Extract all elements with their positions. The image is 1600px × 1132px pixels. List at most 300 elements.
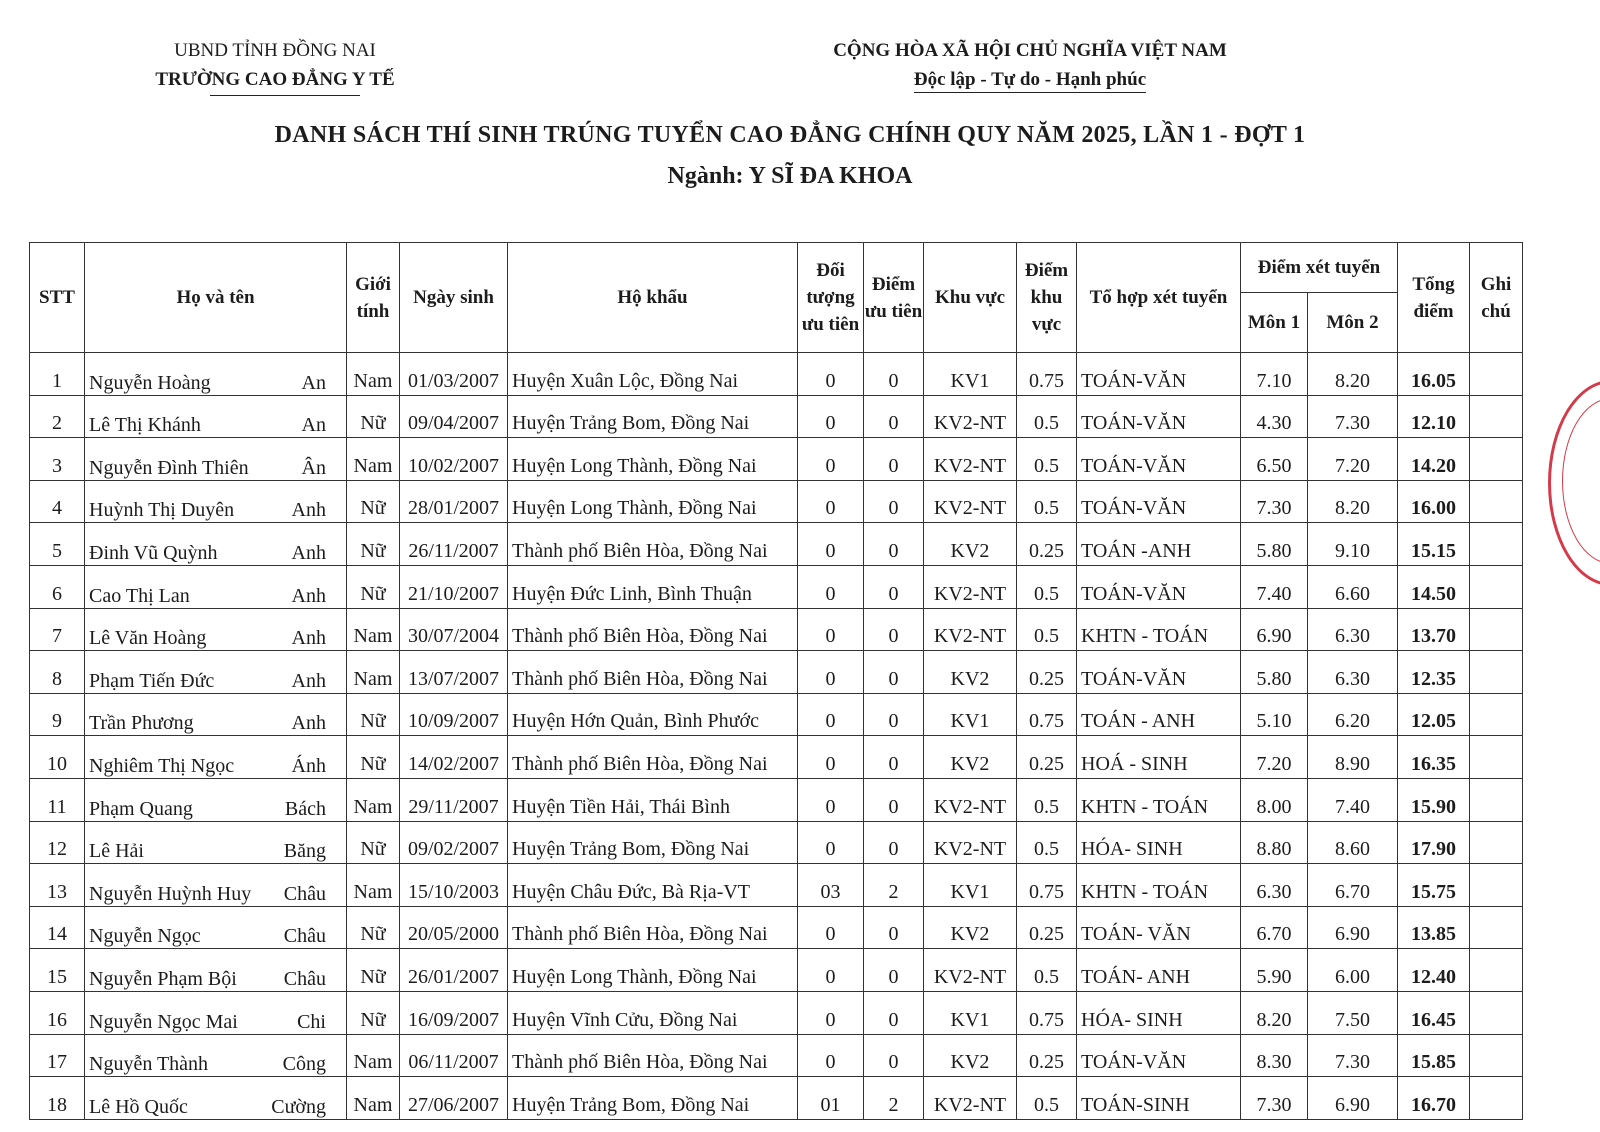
row-note	[1470, 353, 1523, 396]
row-priority-group: 0	[798, 353, 864, 396]
row-priority-points: 0	[864, 736, 924, 779]
row-combo: TOÁN- ANH	[1077, 949, 1241, 992]
row-total: 15.85	[1398, 1034, 1470, 1077]
row-given-name: Anh	[291, 499, 326, 522]
row-stt: 6	[30, 565, 85, 608]
row-hometown: Thành phố Biên Hòa, Đồng Nai	[508, 736, 798, 779]
row-gender: Nữ	[347, 821, 400, 864]
row-priority-points: 0	[864, 438, 924, 481]
row-total: 13.85	[1398, 906, 1470, 949]
row-region: KV2-NT	[924, 438, 1017, 481]
row-hometown: Huyện Trảng Bom, Đồng Nai	[508, 395, 798, 438]
row-combo: TOÁN-VĂN	[1077, 480, 1241, 523]
row-given-name: Ánh	[291, 754, 326, 777]
col-priority-points: Điểm ưu tiên	[864, 243, 924, 353]
row-region: KV2-NT	[924, 565, 1017, 608]
row-name	[85, 906, 347, 949]
row-name	[85, 480, 347, 523]
row-given-name: An	[301, 414, 326, 437]
row-dob: 21/10/2007	[400, 565, 508, 608]
row-name	[85, 864, 347, 907]
row-region-points: 0.25	[1017, 651, 1077, 694]
col-gender: Giới tính	[347, 243, 400, 353]
row-region-points: 0.25	[1017, 906, 1077, 949]
row-total: 12.35	[1398, 651, 1470, 694]
row-priority-points: 0	[864, 523, 924, 566]
row-hometown: Huyện Châu Đức, Bà Rịa-VT	[508, 864, 798, 907]
row-total: 17.90	[1398, 821, 1470, 864]
row-subject1: 5.80	[1241, 523, 1308, 566]
row-region: KV2-NT	[924, 1077, 1017, 1120]
table-row	[30, 991, 1523, 1034]
row-note	[1470, 991, 1523, 1034]
table-row	[30, 523, 1523, 566]
row-surname: Nguyễn Ngọc Mai	[89, 1010, 238, 1033]
row-hometown: Huyện Hớn Quản, Bình Phước	[508, 693, 798, 736]
row-subject2: 6.70	[1308, 864, 1398, 907]
row-surname: Nghiêm Thị Ngọc	[89, 754, 235, 777]
row-combo: TOÁN-VĂN	[1077, 565, 1241, 608]
row-priority-points: 0	[864, 949, 924, 992]
row-subject1: 8.00	[1241, 778, 1308, 821]
row-note	[1470, 778, 1523, 821]
row-gender: Nam	[347, 1034, 400, 1077]
row-combo: HÓA- SINH	[1077, 821, 1241, 864]
row-dob: 27/06/2007	[400, 1077, 508, 1120]
row-dob: 01/03/2007	[400, 353, 508, 396]
row-hometown: Huyện Tiền Hải, Thái Bình	[508, 778, 798, 821]
row-subject2: 6.90	[1308, 906, 1398, 949]
row-priority-points: 0	[864, 991, 924, 1034]
row-subject1: 5.10	[1241, 693, 1308, 736]
table-row	[30, 778, 1523, 821]
row-priority-group: 03	[798, 864, 864, 907]
table-row	[30, 608, 1523, 651]
row-subject1: 7.30	[1241, 480, 1308, 523]
row-gender: Nữ	[347, 991, 400, 1034]
row-total: 16.05	[1398, 353, 1470, 396]
row-region-points: 0.5	[1017, 1077, 1077, 1120]
table-row	[30, 565, 1523, 608]
row-name	[85, 523, 347, 566]
row-subject2: 7.40	[1308, 778, 1398, 821]
row-region: KV1	[924, 353, 1017, 396]
row-subject2: 9.10	[1308, 523, 1398, 566]
row-name	[85, 608, 347, 651]
row-name	[85, 395, 347, 438]
row-priority-group: 0	[798, 991, 864, 1034]
row-priority-group: 0	[798, 438, 864, 481]
row-subject1: 7.20	[1241, 736, 1308, 779]
row-region-points: 0.5	[1017, 821, 1077, 864]
row-name	[85, 949, 347, 992]
row-stt: 12	[30, 821, 85, 864]
row-gender: Nữ	[347, 523, 400, 566]
row-combo: TOÁN-SINH	[1077, 1077, 1241, 1120]
row-dob: 20/05/2000	[400, 906, 508, 949]
row-combo: TOÁN-VĂN	[1077, 1034, 1241, 1077]
row-name	[85, 778, 347, 821]
row-surname: Lê Hồ Quốc	[89, 1095, 188, 1118]
row-region-points: 0.75	[1017, 353, 1077, 396]
row-combo: TOÁN - ANH	[1077, 693, 1241, 736]
row-stt: 11	[30, 778, 85, 821]
row-note	[1470, 1034, 1523, 1077]
row-dob: 16/09/2007	[400, 991, 508, 1034]
row-stt: 10	[30, 736, 85, 779]
row-subject2: 7.30	[1308, 395, 1398, 438]
row-hometown: Huyện Đức Linh, Bình Thuận	[508, 565, 798, 608]
row-combo: TOÁN -ANH	[1077, 523, 1241, 566]
row-priority-points: 0	[864, 353, 924, 396]
row-surname: Nguyễn Hoàng	[89, 371, 211, 394]
row-gender: Nam	[347, 651, 400, 694]
row-subject1: 6.30	[1241, 864, 1308, 907]
col-combo: Tổ hợp xét tuyển	[1077, 243, 1241, 353]
row-gender: Nữ	[347, 736, 400, 779]
row-region-points: 0.75	[1017, 693, 1077, 736]
row-surname: Nguyễn Phạm Bội	[89, 967, 237, 990]
row-total: 13.70	[1398, 608, 1470, 651]
row-priority-points: 2	[864, 1077, 924, 1120]
row-hometown: Huyện Xuân Lộc, Đồng Nai	[508, 353, 798, 396]
row-priority-group: 0	[798, 693, 864, 736]
row-name	[85, 736, 347, 779]
row-stt: 16	[30, 991, 85, 1034]
row-subject1: 8.20	[1241, 991, 1308, 1034]
row-note	[1470, 565, 1523, 608]
row-given-name: Băng	[283, 840, 326, 863]
row-combo: HOÁ - SINH	[1077, 736, 1241, 779]
row-name	[85, 1077, 347, 1120]
row-combo: KHTN - TOÁN	[1077, 864, 1241, 907]
row-surname: Nguyễn Đình Thiên	[89, 456, 249, 479]
row-subject2: 8.20	[1308, 353, 1398, 396]
row-gender: Nữ	[347, 565, 400, 608]
row-note	[1470, 438, 1523, 481]
row-priority-points: 0	[864, 651, 924, 694]
table-row	[30, 438, 1523, 481]
row-region-points: 0.75	[1017, 864, 1077, 907]
row-surname: Phạm Tiến Đức	[89, 669, 215, 692]
row-priority-points: 0	[864, 480, 924, 523]
row-subject2: 6.60	[1308, 565, 1398, 608]
row-note	[1470, 906, 1523, 949]
row-name	[85, 565, 347, 608]
issuer-school: TRƯỜNG CAO ĐẲNG Y TẾ	[155, 69, 395, 90]
row-given-name: Anh	[291, 541, 326, 564]
row-dob: 06/11/2007	[400, 1034, 508, 1077]
row-stt: 13	[30, 864, 85, 907]
row-region: KV2-NT	[924, 480, 1017, 523]
row-name	[85, 353, 347, 396]
row-dob: 26/01/2007	[400, 949, 508, 992]
row-region-points: 0.75	[1017, 991, 1077, 1034]
row-combo: HÓA- SINH	[1077, 991, 1241, 1034]
row-region-points: 0.25	[1017, 1034, 1077, 1077]
row-combo: TOÁN-VĂN	[1077, 353, 1241, 396]
col-subject2: Môn 2	[1308, 293, 1398, 353]
row-note	[1470, 949, 1523, 992]
row-combo: TOÁN- VĂN	[1077, 906, 1241, 949]
row-region-points: 0.5	[1017, 949, 1077, 992]
table-row	[30, 353, 1523, 396]
col-name: Họ và tên	[85, 243, 347, 353]
row-priority-group: 0	[798, 608, 864, 651]
row-total: 15.75	[1398, 864, 1470, 907]
row-dob: 29/11/2007	[400, 778, 508, 821]
row-region: KV2	[924, 651, 1017, 694]
row-subject1: 8.30	[1241, 1034, 1308, 1077]
row-priority-group: 0	[798, 523, 864, 566]
row-priority-group: 0	[798, 949, 864, 992]
row-total: 14.50	[1398, 565, 1470, 608]
row-gender: Nam	[347, 353, 400, 396]
row-total: 15.15	[1398, 523, 1470, 566]
row-name	[85, 438, 347, 481]
row-region: KV2	[924, 523, 1017, 566]
row-subject1: 7.30	[1241, 1077, 1308, 1120]
row-total: 16.70	[1398, 1077, 1470, 1120]
row-region: KV2-NT	[924, 778, 1017, 821]
national-header	[770, 36, 1290, 94]
row-surname: Huỳnh Thị Duyên	[89, 499, 235, 522]
row-priority-group: 0	[798, 480, 864, 523]
row-hometown: Thành phố Biên Hòa, Đồng Nai	[508, 1034, 798, 1077]
row-priority-group: 0	[798, 651, 864, 694]
col-hometown: Hộ khẩu	[508, 243, 798, 353]
admission-table	[29, 242, 1523, 1120]
row-region-points: 0.5	[1017, 608, 1077, 651]
row-total: 16.35	[1398, 736, 1470, 779]
row-gender: Nữ	[347, 949, 400, 992]
row-subject2: 7.20	[1308, 438, 1398, 481]
row-gender: Nam	[347, 608, 400, 651]
row-region-points: 0.5	[1017, 395, 1077, 438]
row-note	[1470, 693, 1523, 736]
row-note	[1470, 1077, 1523, 1120]
row-subject2: 6.00	[1308, 949, 1398, 992]
row-priority-points: 0	[864, 821, 924, 864]
row-stt: 3	[30, 438, 85, 481]
row-subject2: 8.90	[1308, 736, 1398, 779]
row-given-name: Châu	[283, 925, 326, 948]
row-name	[85, 1034, 347, 1077]
row-given-name: An	[301, 371, 326, 394]
row-note	[1470, 523, 1523, 566]
row-dob: 26/11/2007	[400, 523, 508, 566]
row-stt: 7	[30, 608, 85, 651]
issuer-block	[110, 36, 440, 94]
row-surname: Lê Thị Khánh	[89, 414, 201, 437]
row-surname: Cao Thị Lan	[89, 584, 190, 607]
row-combo: TOÁN-VĂN	[1077, 651, 1241, 694]
row-subject2: 7.50	[1308, 991, 1398, 1034]
row-region: KV1	[924, 991, 1017, 1034]
row-gender: Nữ	[347, 693, 400, 736]
row-hometown: Thành phố Biên Hòa, Đồng Nai	[508, 608, 798, 651]
row-total: 14.20	[1398, 438, 1470, 481]
row-gender: Nam	[347, 864, 400, 907]
row-stt: 1	[30, 353, 85, 396]
table-row	[30, 693, 1523, 736]
row-subject1: 7.10	[1241, 353, 1308, 396]
row-gender: Nữ	[347, 906, 400, 949]
row-given-name: Anh	[291, 712, 326, 735]
table-row	[30, 949, 1523, 992]
row-region: KV2	[924, 1034, 1017, 1077]
row-gender: Nữ	[347, 480, 400, 523]
issuer-authority: UBND TỈNH ĐỒNG NAI	[174, 40, 376, 61]
row-given-name: Châu	[283, 967, 326, 990]
row-stt: 8	[30, 651, 85, 694]
row-note	[1470, 480, 1523, 523]
row-combo: TOÁN-VĂN	[1077, 395, 1241, 438]
row-total: 12.05	[1398, 693, 1470, 736]
row-subject2: 6.20	[1308, 693, 1398, 736]
row-subject1: 8.80	[1241, 821, 1308, 864]
row-priority-group: 0	[798, 821, 864, 864]
row-priority-group: 0	[798, 736, 864, 779]
row-name	[85, 821, 347, 864]
row-total: 15.90	[1398, 778, 1470, 821]
table-row	[30, 864, 1523, 907]
row-note	[1470, 395, 1523, 438]
row-stt: 4	[30, 480, 85, 523]
row-priority-points: 0	[864, 693, 924, 736]
row-priority-group: 0	[798, 778, 864, 821]
row-subject1: 7.40	[1241, 565, 1308, 608]
row-subject2: 6.30	[1308, 608, 1398, 651]
row-priority-points: 0	[864, 565, 924, 608]
row-gender: Nam	[347, 778, 400, 821]
row-subject2: 6.90	[1308, 1077, 1398, 1120]
row-subject2: 8.60	[1308, 821, 1398, 864]
table-row	[30, 821, 1523, 864]
col-note: Ghi chú	[1470, 243, 1523, 353]
row-region-points: 0.5	[1017, 438, 1077, 481]
row-region: KV2-NT	[924, 821, 1017, 864]
row-stt: 18	[30, 1077, 85, 1120]
row-given-name: Cường	[271, 1095, 326, 1118]
row-given-name: Công	[282, 1053, 326, 1076]
row-subject1: 6.70	[1241, 906, 1308, 949]
col-scores: Điểm xét tuyển	[1241, 243, 1398, 293]
table-row	[30, 1077, 1523, 1120]
row-surname: Nguyễn Thành	[89, 1053, 209, 1076]
row-priority-points: 0	[864, 906, 924, 949]
row-subject1: 6.90	[1241, 608, 1308, 651]
row-region: KV1	[924, 864, 1017, 907]
row-gender: Nam	[347, 1077, 400, 1120]
row-stt: 14	[30, 906, 85, 949]
row-dob: 10/09/2007	[400, 693, 508, 736]
document-title: DANH SÁCH THÍ SINH TRÚNG TUYỂN CAO ĐẲNG CHÍNH QUY NĂM 2025, LẦN 1 - ĐỢT 1	[274, 122, 1306, 148]
row-priority-group: 0	[798, 1034, 864, 1077]
row-subject2: 8.20	[1308, 480, 1398, 523]
row-region: KV2	[924, 906, 1017, 949]
row-total: 12.40	[1398, 949, 1470, 992]
row-dob: 28/01/2007	[400, 480, 508, 523]
row-surname: Đinh Vũ Quỳnh	[89, 541, 218, 564]
row-note	[1470, 864, 1523, 907]
row-stt: 5	[30, 523, 85, 566]
row-priority-points: 0	[864, 608, 924, 651]
row-gender: Nam	[347, 438, 400, 481]
national-motto: Độc lập - Tự do - Hạnh phúc	[914, 68, 1146, 93]
row-stt: 15	[30, 949, 85, 992]
table-row	[30, 651, 1523, 694]
row-combo: TOÁN-VĂN	[1077, 438, 1241, 481]
col-subject1: Môn 1	[1241, 293, 1308, 353]
row-surname: Lê Văn Hoàng	[89, 627, 207, 650]
row-note	[1470, 736, 1523, 779]
row-name	[85, 693, 347, 736]
row-name	[85, 651, 347, 694]
row-surname: Nguyễn Huỳnh Huy	[89, 882, 252, 905]
row-given-name: Châu	[283, 882, 326, 905]
table-row	[30, 736, 1523, 779]
row-hometown: Thành phố Biên Hòa, Đồng Nai	[508, 651, 798, 694]
row-subject1: 5.90	[1241, 949, 1308, 992]
row-stt: 2	[30, 395, 85, 438]
row-dob: 14/02/2007	[400, 736, 508, 779]
row-priority-group: 01	[798, 1077, 864, 1120]
row-region-points: 0.5	[1017, 565, 1077, 608]
row-region: KV1	[924, 693, 1017, 736]
row-hometown: Thành phố Biên Hòa, Đồng Nai	[508, 523, 798, 566]
row-total: 16.00	[1398, 480, 1470, 523]
row-given-name: Chi	[297, 1010, 326, 1033]
row-hometown: Huyện Trảng Bom, Đồng Nai	[508, 1077, 798, 1120]
row-given-name: Anh	[291, 669, 326, 692]
row-total: 16.45	[1398, 991, 1470, 1034]
table-row	[30, 906, 1523, 949]
row-region: KV2-NT	[924, 395, 1017, 438]
row-dob: 15/10/2003	[400, 864, 508, 907]
row-subject1: 6.50	[1241, 438, 1308, 481]
row-stt: 17	[30, 1034, 85, 1077]
row-stt: 9	[30, 693, 85, 736]
row-priority-points: 0	[864, 778, 924, 821]
row-hometown: Huyện Vĩnh Cửu, Đồng Nai	[508, 991, 798, 1034]
col-dob: Ngày sinh	[400, 243, 508, 353]
col-total: Tổng điểm	[1398, 243, 1470, 353]
row-gender: Nữ	[347, 395, 400, 438]
row-surname: Phạm Quang	[89, 797, 193, 820]
row-given-name: Bách	[284, 797, 326, 820]
row-region: KV2-NT	[924, 608, 1017, 651]
row-dob: 13/07/2007	[400, 651, 508, 694]
col-stt: STT	[30, 243, 85, 353]
row-dob: 30/07/2004	[400, 608, 508, 651]
row-priority-points: 0	[864, 1034, 924, 1077]
row-note	[1470, 821, 1523, 864]
row-dob: 09/04/2007	[400, 395, 508, 438]
row-subject2: 6.30	[1308, 651, 1398, 694]
row-region: KV2	[924, 736, 1017, 779]
row-priority-group: 0	[798, 565, 864, 608]
row-hometown: Huyện Trảng Bom, Đồng Nai	[508, 821, 798, 864]
row-combo: KHTN - TOÁN	[1077, 778, 1241, 821]
col-region-points: Điểm khu vực	[1017, 243, 1077, 353]
row-priority-group: 0	[798, 906, 864, 949]
row-dob: 09/02/2007	[400, 821, 508, 864]
row-surname: Trần Phương	[89, 712, 194, 735]
col-region: Khu vực	[924, 243, 1017, 353]
row-given-name: Ân	[301, 456, 326, 479]
issuer-underline	[210, 95, 360, 96]
